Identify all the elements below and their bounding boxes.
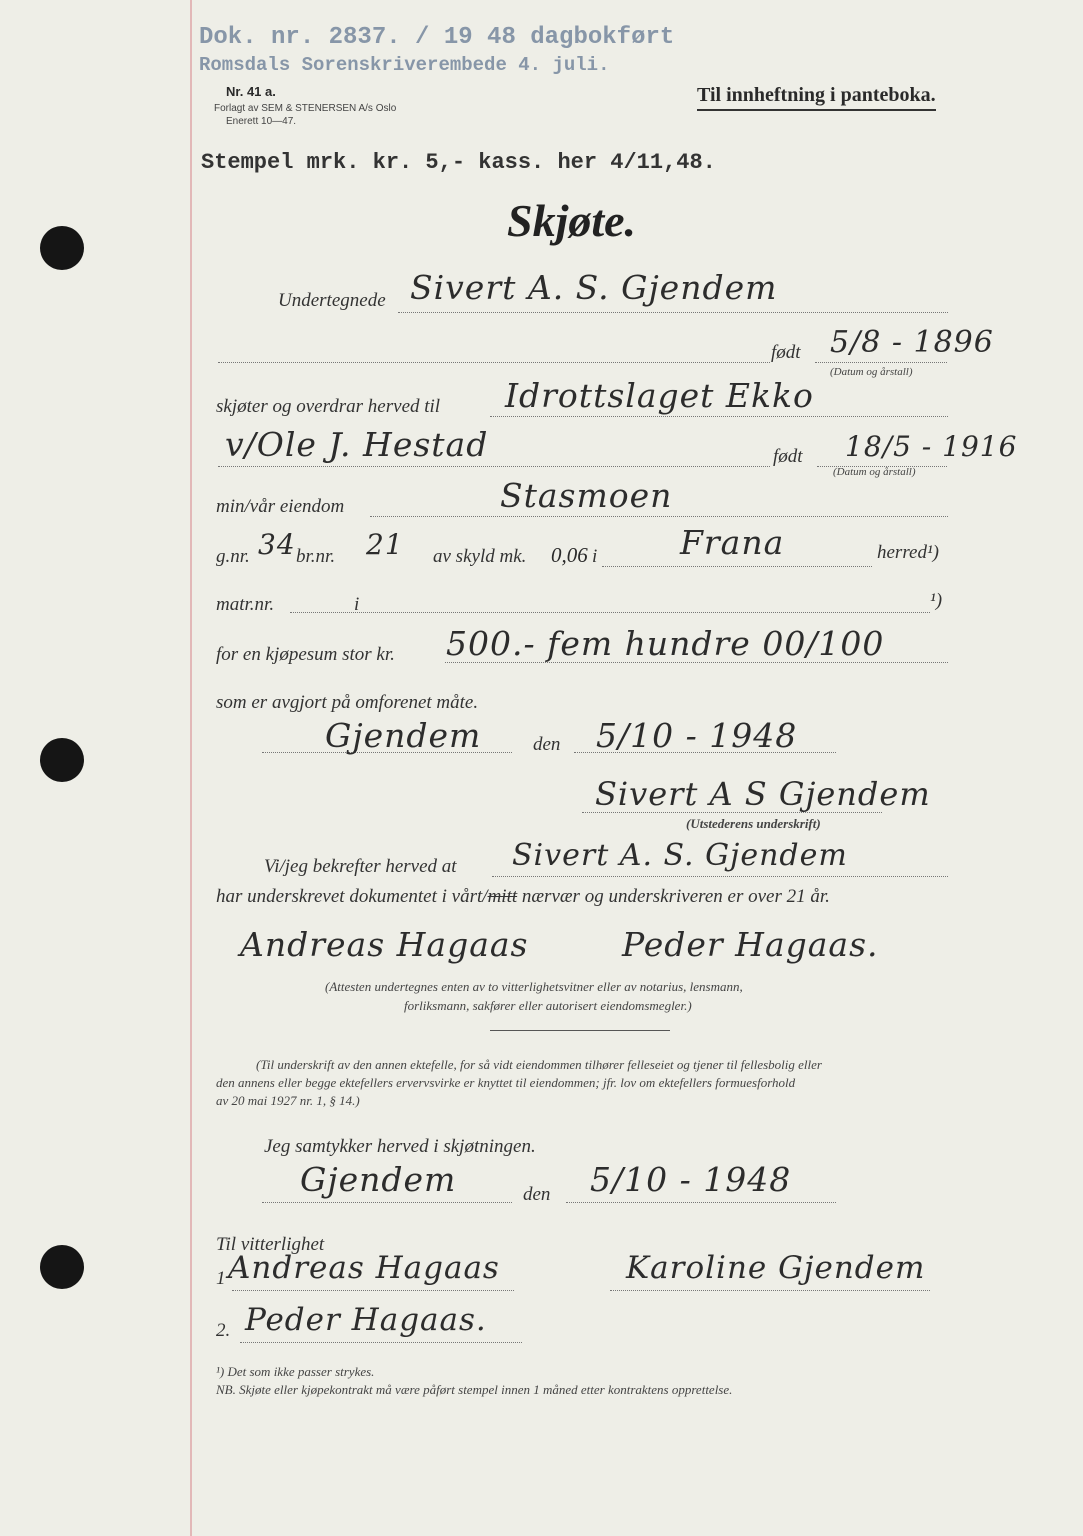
gnr-value: 34 [258,528,296,561]
seller-name: Sivert A. S. Gjendem [410,268,778,307]
eiendom-label: min/vår eiendom [216,496,345,517]
underskrevet-text: har underskrevet dokumentet i vårt/mitt nærvær og underskriveren er over 21 år. [216,886,830,907]
property-name: Stasmoen [500,476,673,515]
den-label-2: den [523,1184,551,1205]
form-number: Nr. 41 a. [226,84,276,99]
matr-label: matr.nr. [216,594,275,615]
vitterlighet-label: Til vitterlighet [216,1234,325,1255]
place-1: Gjendem [325,716,482,755]
margin-rule [190,0,192,1536]
kjopesum-value: 500.- fem hundre 00/100 [446,624,885,663]
den-label-1: den [533,734,561,755]
gnr-label: g.nr. [216,546,250,567]
buyer-birthdate: 18/5 - 1916 [845,430,1018,463]
publisher-line-1: Forlagt av SEM & STENERSEN A/s Oslo [214,103,397,114]
herred-value: Frana [680,523,785,562]
brnr-value: 21 [366,528,404,561]
samtykker-text: Jeg samtykker herved i skjøtningen. [264,1136,536,1157]
spouse-note-1: (Til underskrift av den annen ektefelle, for så vidt eiendommen tilhører felleseiet og tjener til fellesbolig eller [256,1057,822,1072]
datum-note-1: (Datum og årstall) [830,366,913,378]
attest-note-2: forliksmann, sakfører eller autorisert eiendomsmegler.) [404,998,692,1013]
attest-witness-1: Andreas Hagaas [240,925,529,964]
skyld-value: 0,06 [551,543,588,567]
matr-i-label: i [354,594,360,615]
undertegnede-label: Undertegnede [278,290,386,311]
footnote-1: ¹) Det som ikke passer strykes. [216,1364,375,1379]
fodt-label: født [771,342,801,363]
date-2: 5/10 - 1948 [590,1160,792,1199]
witness-number-2: 2. [216,1320,231,1341]
registry-stamp-line-1: Dok. nr. 2837. / 19 48 dagbokført [199,24,675,51]
seller-birthdate: 5/8 - 1896 [830,325,994,360]
skjoter-label: skjøter og overdrar herved til [216,396,441,417]
bekrefter-label: Vi/jeg bekrefter herved at [264,856,457,877]
skyld-i-label: i [592,546,598,567]
buyer-name: Idrottslaget Ekko [505,376,814,415]
bekrefter-value: Sivert A. S. Gjendem [512,838,848,873]
divider [490,1030,670,1031]
document-title: Skjøte. [507,195,637,246]
date-1: 5/10 - 1948 [596,716,798,755]
spouse-note-2: den annens eller begge ektefellers ervervsvirke er knyttet til eiendommen; jfr. lov om ektefellers formuesforhold [216,1075,796,1090]
attest-note-1: (Attesten undertegnes enten av to vitterlighetsvitner eller av notarius, lensmann, [325,979,743,994]
datum-note-2: (Datum og årstall) [833,466,916,478]
punch-hole-top [40,226,84,270]
witness-number-1: 1 [216,1268,226,1289]
place-2: Gjendem [300,1160,457,1199]
vitterlighet-witness-2: Peder Hagaas. [245,1302,487,1338]
brnr-label: br.nr. [296,546,336,567]
registry-stamp-line-2: Romsdals Sorenskriverembede 4. juli. [199,54,610,76]
buyer-representative: v/Ole J. Hestad [225,425,489,464]
matr-end: ¹) [930,590,943,611]
kjopesum-label: for en kjøpesum stor kr. [216,644,395,665]
spouse-signature: Karoline Gjendem [626,1250,926,1286]
avgjort-text: som er avgjort på omforenet måte. [216,692,479,713]
punch-hole-middle [40,738,84,782]
seller-signature: Sivert A S Gjendem [595,775,931,813]
stamp-duty-note: Stempel mrk. kr. 5,- kass. her 4/11,48. [201,150,716,175]
buyer-fodt-label: født [773,446,803,467]
spouse-note-3: av 20 mai 1927 nr. 1, § 14.) [216,1093,360,1108]
skyld-label: av skyld mk. [433,546,527,567]
publisher-line-2: Enerett 10—47. [226,116,297,127]
footnote-2: NB. Skjøte eller kjøpekontrakt må være påført stempel innen 1 måned etter kontraktens opprettelse. [216,1382,733,1397]
vitterlighet-witness-1: Andreas Hagaas [228,1250,500,1286]
attest-witness-2: Peder Hagaas. [622,925,879,964]
punch-hole-bottom [40,1245,84,1289]
utsteder-note: (Utstederens underskrift) [686,816,821,831]
filing-note: Til innheftning i panteboka. [697,84,936,111]
herred-label: herred¹) [877,542,939,563]
